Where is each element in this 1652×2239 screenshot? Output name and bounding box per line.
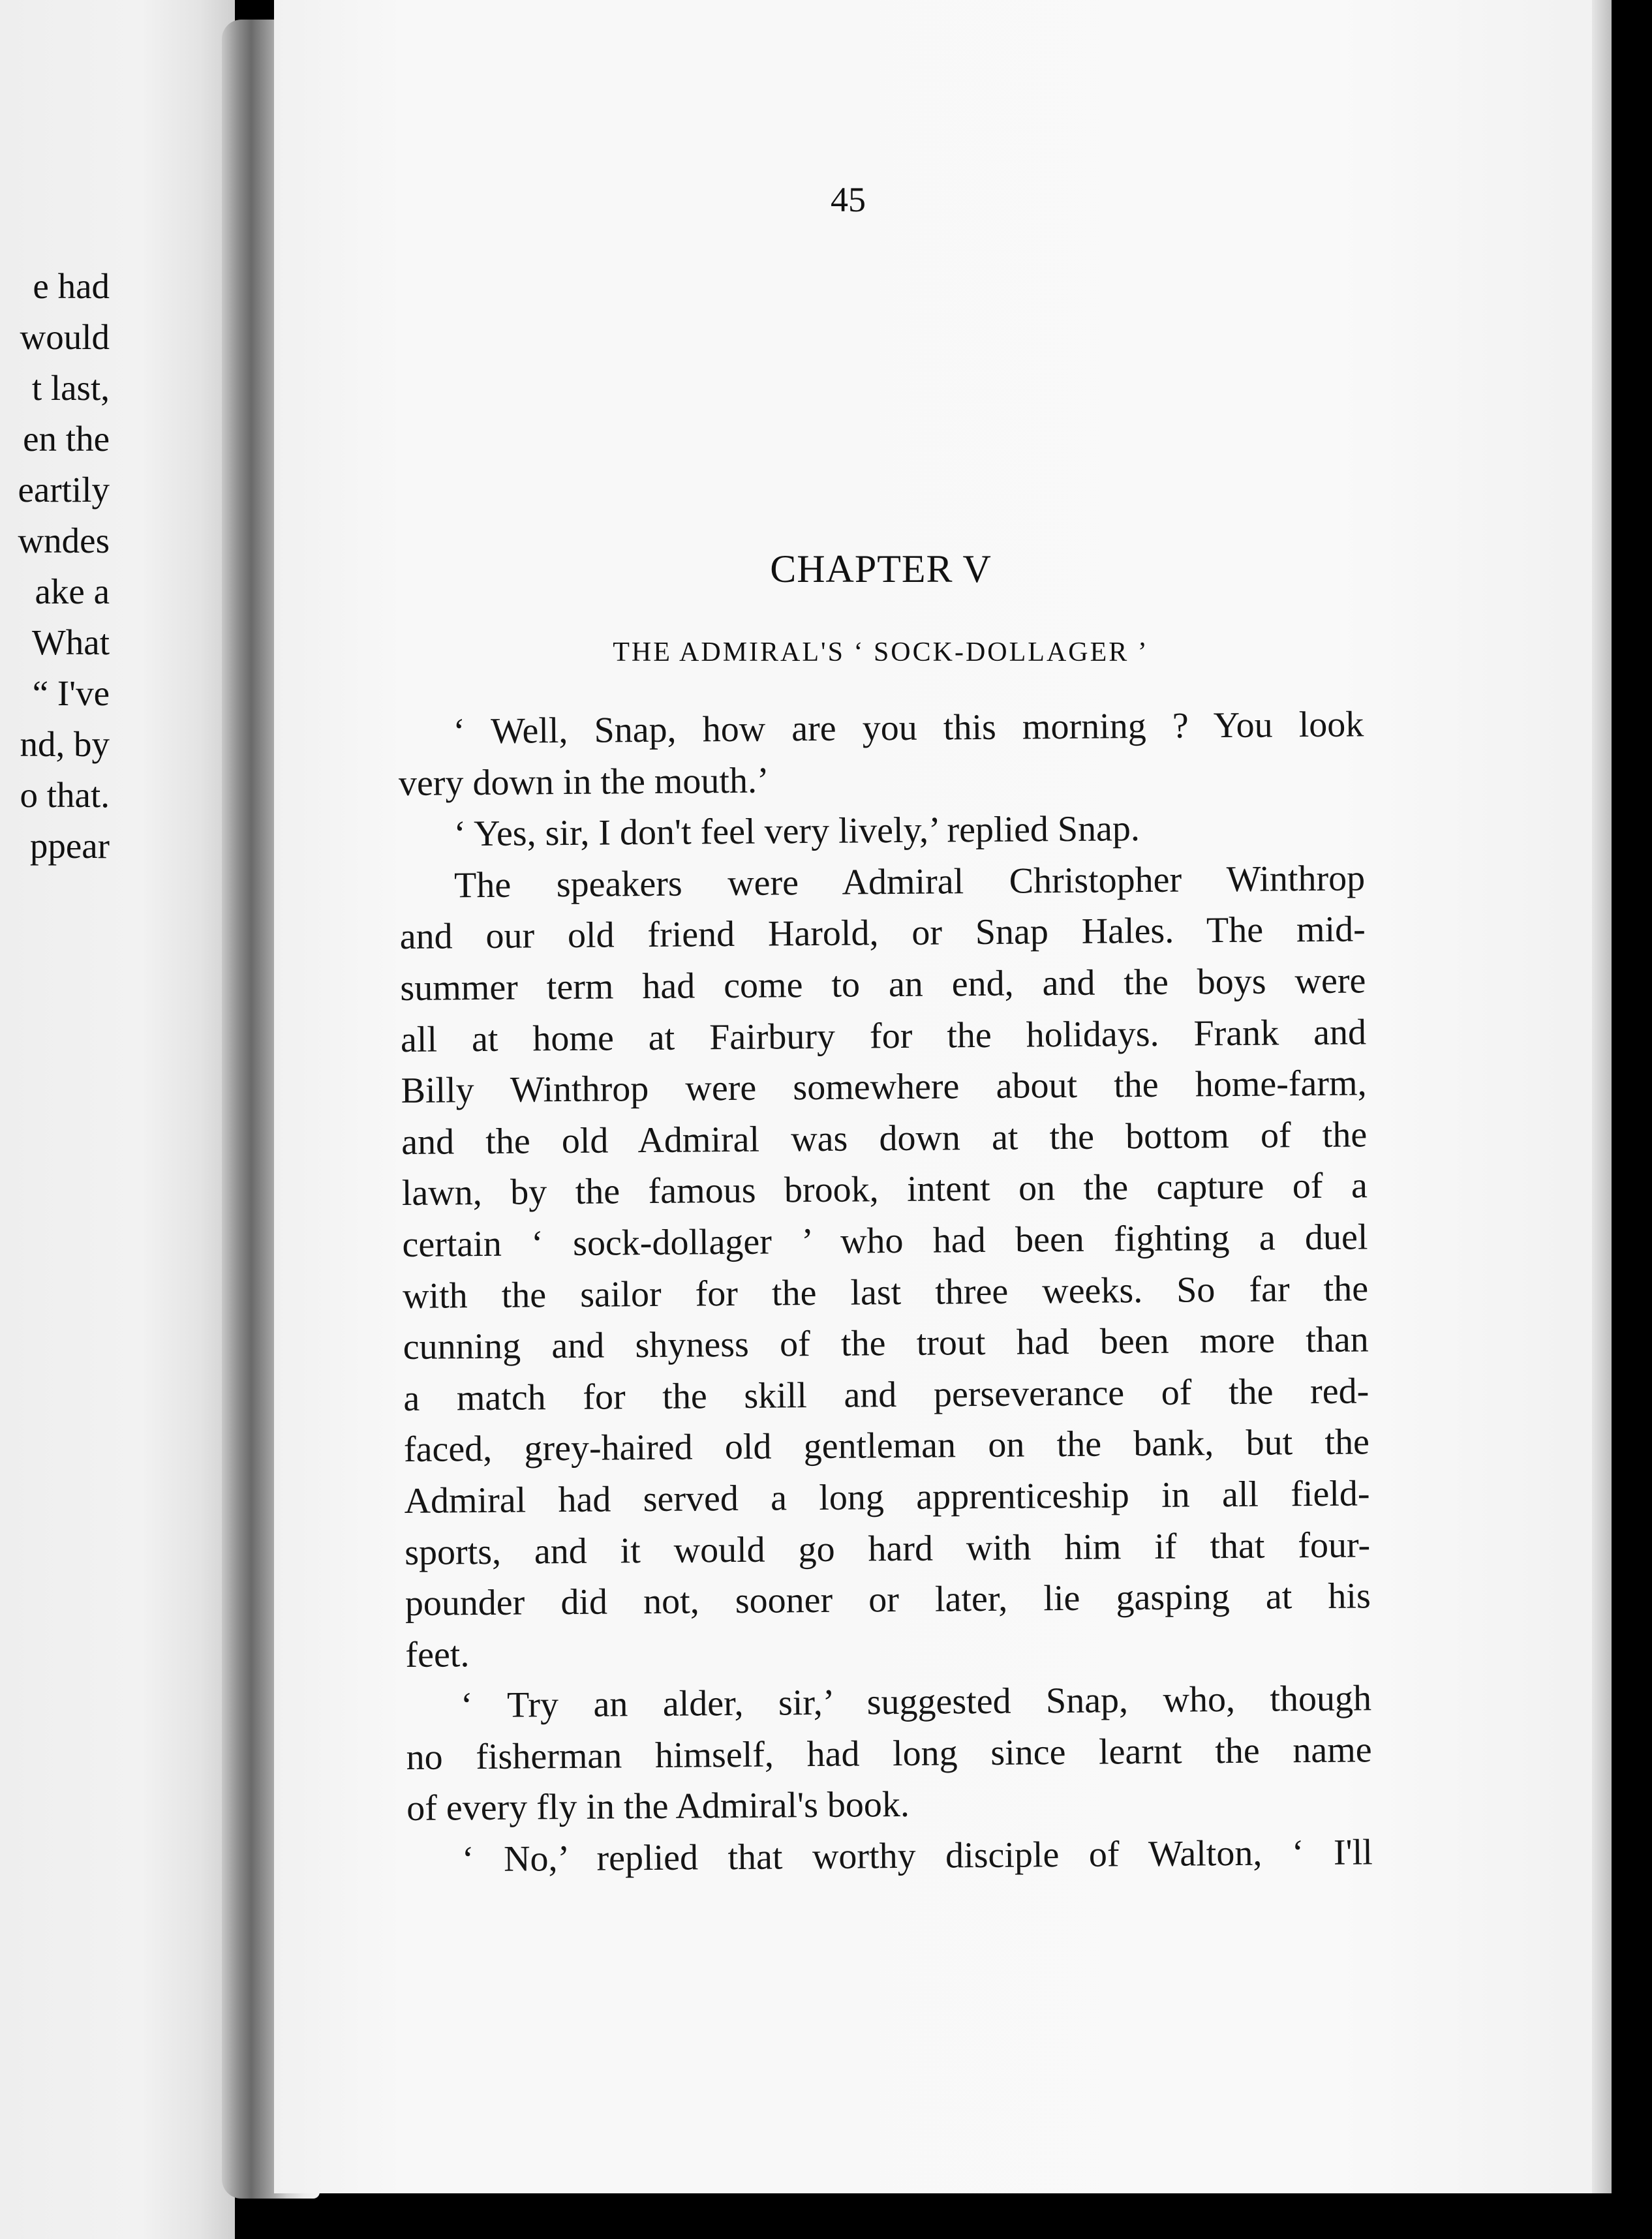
text-line: and the old Admiral was down at the bottom of the xyxy=(401,1114,1368,1163)
text-line: pounder did not, sooner or later, lie gasping at his xyxy=(405,1576,1371,1624)
page-number: 45 xyxy=(831,180,866,219)
left-page-line: ake a xyxy=(35,571,110,611)
left-page xyxy=(0,0,235,2239)
text-line: ‘ Yes, sir, I don't feel very lively,’ replied Snap. xyxy=(453,808,1140,855)
chapter-body-text xyxy=(398,699,1373,1885)
text-line: The speakers were Admiral Christopher Winthrop xyxy=(453,858,1366,906)
text-line: Billy Winthrop were somewhere about the home-farm, xyxy=(401,1063,1367,1112)
text-line: feet. xyxy=(405,1634,470,1675)
left-page-line: nd, by xyxy=(20,724,110,764)
left-page-line: en the xyxy=(23,419,110,459)
left-page-line: t last, xyxy=(31,368,110,408)
chapter-subtitle: THE ADMIRAL'S ‘ SOCK-DOLLAGER ’ xyxy=(613,637,1149,667)
text-line: ‘ Well, Snap, how are you this morning ? You look xyxy=(453,704,1364,752)
text-line: a match for the skill and perseverance of the red- xyxy=(403,1371,1369,1419)
left-page-line: would xyxy=(20,317,110,357)
text-line: Admiral had served a long apprenticeship in all field- xyxy=(404,1473,1370,1521)
left-page-text xyxy=(0,261,110,872)
text-line: and our old friend Harold, or Snap Hales. The mid- xyxy=(399,909,1366,958)
text-line: certain ‘ sock-dollager ’ who had been fighting a duel xyxy=(402,1217,1368,1265)
left-page-line: What xyxy=(31,622,110,662)
left-page-line: ppear xyxy=(29,826,110,866)
left-page-line: wndes xyxy=(18,521,110,560)
text-line: ‘ Try an alder, sir,’ suggested Snap, who, though xyxy=(460,1678,1372,1726)
text-line: with the sailor for the last three weeks. So far the xyxy=(402,1268,1369,1317)
text-line: summer term had come to an end, and the boys were xyxy=(400,960,1366,1009)
left-page-line: e had xyxy=(33,266,110,306)
left-page-line: eartily xyxy=(18,470,110,510)
text-line: cunning and shyness of the trout had been more than xyxy=(403,1319,1369,1368)
page-edge xyxy=(1592,0,1612,2193)
text-line: very down in the mouth.’ xyxy=(398,760,769,804)
text-line: lawn, by the famous brook, intent on the capture of a xyxy=(401,1165,1368,1214)
text-line: ‘ No,’ replied that worthy disciple of Walton, ‘ I'll xyxy=(461,1832,1373,1880)
text-line: no fisherman himself, had long since learnt the name xyxy=(406,1729,1372,1778)
left-page-line: “ I've xyxy=(32,673,110,713)
chapter-title: CHAPTER V xyxy=(770,547,992,590)
text-line: all at home at Fairbury for the holidays. Frank and xyxy=(400,1011,1367,1060)
text-line: of every fly in the Admiral's book. xyxy=(406,1784,910,1829)
text-line: faced, grey-haired old gentleman on the bank, but the xyxy=(403,1422,1370,1470)
left-page-line: o that. xyxy=(20,775,110,815)
text-line: sports, and it would go hard with him if that four- xyxy=(404,1524,1371,1573)
